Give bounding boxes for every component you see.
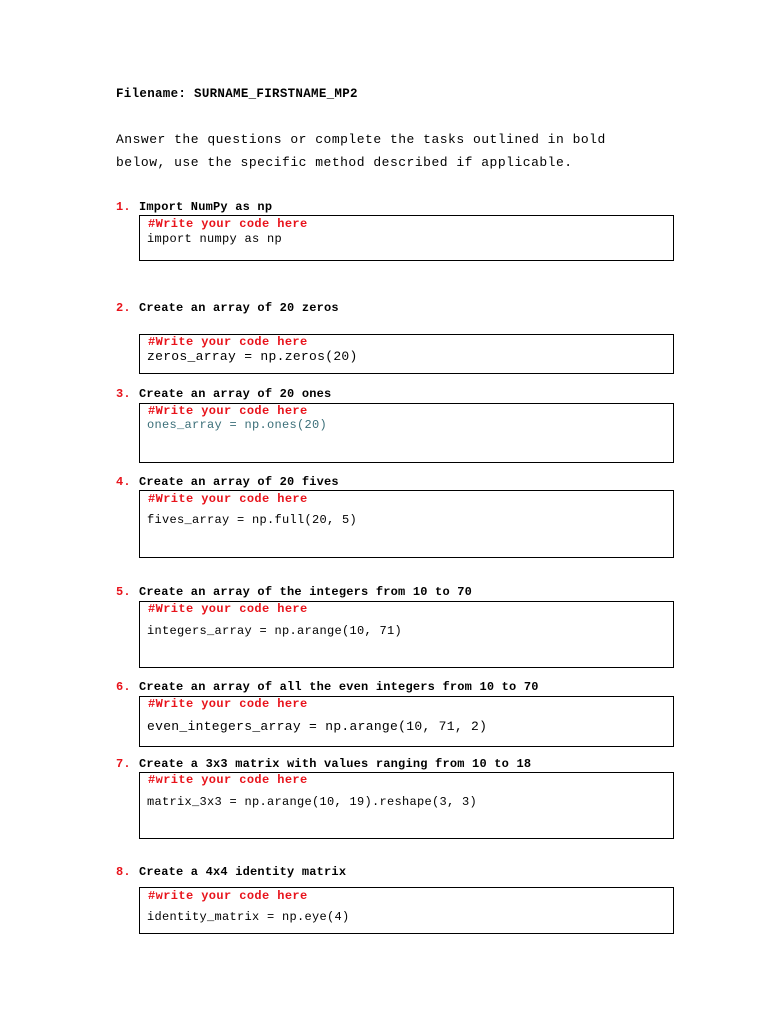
answer-box-3[interactable] <box>139 403 674 463</box>
code-line: ones_array = np.ones(20) <box>147 418 328 432</box>
code-comment: #Write your code here <box>148 217 308 231</box>
question-7 <box>116 757 531 771</box>
answer-box-1[interactable] <box>139 215 674 261</box>
code-comment: #Write your code here <box>148 697 308 711</box>
question-number: 2. <box>116 301 131 315</box>
code-line: zeros_array = np.zeros(20) <box>147 349 358 364</box>
question-5 <box>116 585 472 599</box>
question-4 <box>116 475 339 489</box>
question-text: Create an array of the integers from 10 to 70 <box>139 585 473 599</box>
filename-label: Filename: SURNAME_FIRSTNAME_MP2 <box>116 87 358 101</box>
question-text: Create an array of 20 fives <box>139 475 339 489</box>
question-text: Create an array of all the even integers from 10 to 70 <box>139 680 539 694</box>
answer-box-4[interactable] <box>139 490 674 558</box>
code-line: matrix_3x3 = np.arange(10, 19).reshape(3, 3) <box>147 795 478 809</box>
code-comment: #Write your code here <box>148 335 308 349</box>
code-line: identity_matrix = np.eye(4) <box>147 910 350 924</box>
code-comment: #Write your code here <box>148 602 308 616</box>
question-2 <box>116 301 339 315</box>
intro-line-2: below, use the specific method described if applicable. <box>116 155 573 170</box>
intro-line-1: Answer the questions or complete the tasks outlined in bold <box>116 132 606 147</box>
question-8 <box>116 865 346 879</box>
question-text: Create a 3x3 matrix with values ranging from 10 to 18 <box>139 757 532 771</box>
question-number: 6. <box>116 680 131 694</box>
code-line: fives_array = np.full(20, 5) <box>147 513 358 527</box>
answer-box-6[interactable] <box>139 696 674 747</box>
question-number: 5. <box>116 585 131 599</box>
answer-box-2[interactable] <box>139 334 674 374</box>
code-line: integers_array = np.arange(10, 71) <box>147 624 403 638</box>
question-3 <box>116 387 331 401</box>
question-number: 1. <box>116 200 131 214</box>
answer-box-5[interactable] <box>139 601 674 668</box>
question-number: 3. <box>116 387 131 401</box>
question-number: 7. <box>116 757 131 771</box>
code-line: import numpy as np <box>147 232 283 246</box>
question-6 <box>116 680 539 694</box>
question-number: 4. <box>116 475 131 489</box>
question-text: Import NumPy as np <box>139 200 273 214</box>
question-text: Create a 4x4 identity matrix <box>139 865 347 879</box>
code-comment: #write your code here <box>148 889 308 903</box>
question-text: Create an array of 20 zeros <box>139 301 339 315</box>
answer-box-7[interactable] <box>139 772 674 839</box>
code-comment: #Write your code here <box>148 404 308 418</box>
code-comment: #write your code here <box>148 773 308 787</box>
code-line: even_integers_array = np.arange(10, 71, 2) <box>147 719 488 734</box>
question-1 <box>116 200 272 214</box>
question-number: 8. <box>116 865 131 879</box>
code-comment: #Write your code here <box>148 492 308 506</box>
question-text: Create an array of 20 ones <box>139 387 332 401</box>
answer-box-8[interactable] <box>139 887 674 934</box>
